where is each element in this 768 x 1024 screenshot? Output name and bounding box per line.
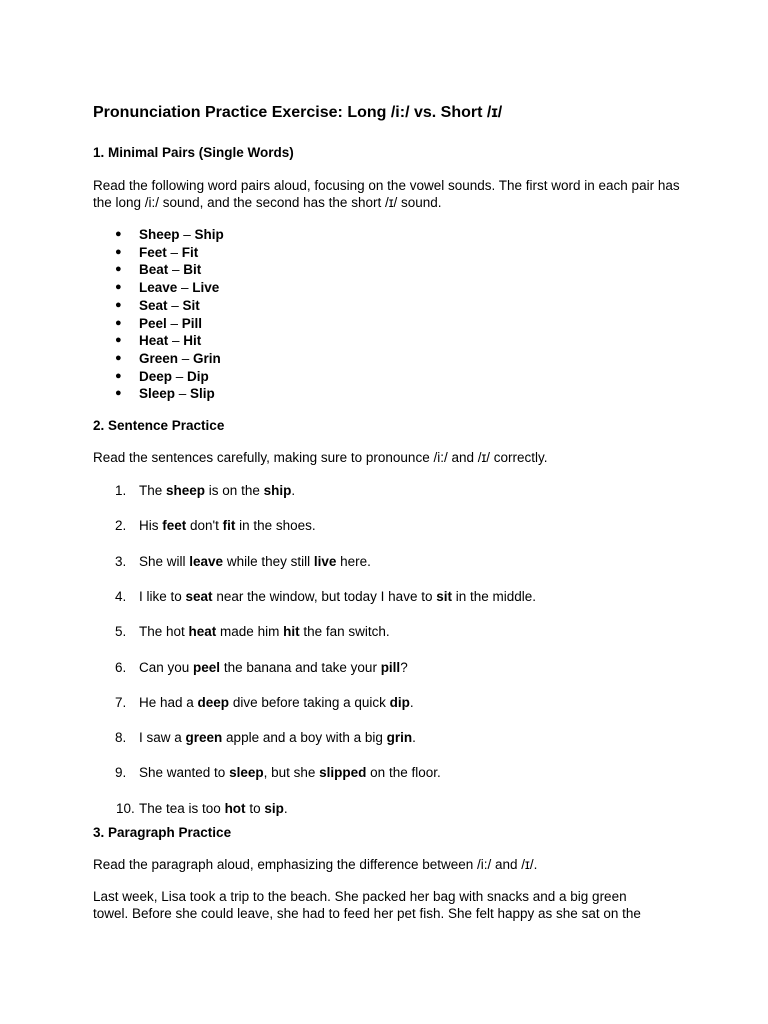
list-item: 4. I like to seat near the window, but today I have to sit in the middle. <box>115 588 537 604</box>
list-item: 3. She will leave while they still live here. <box>115 553 371 569</box>
bullet-icon: ● <box>115 298 122 311</box>
list-item: 10. The tea is too hot to sip. <box>116 800 288 816</box>
short-word: Fit <box>181 244 199 260</box>
practice-paragraph <box>93 888 683 922</box>
item-number: 10. <box>116 800 135 816</box>
long-word: Sheep <box>139 227 180 242</box>
bullet-icon: ● <box>115 263 122 276</box>
item-number: 6. <box>115 659 127 675</box>
item-number: 4. <box>115 588 127 604</box>
list-item: 6. Can you peel the banana and take your pill? <box>115 659 408 675</box>
short-word: Pill <box>181 315 203 331</box>
bullet-icon: ● <box>115 245 122 258</box>
list-item: 7. He had a deep dive before taking a quick dip. <box>115 694 414 710</box>
item-number: 1. <box>115 483 127 499</box>
bullet-icon: ● <box>115 281 122 294</box>
paragraph-practice-intro: Read the paragraph aloud, emphasizing the difference between /i:/ and /ɪ/. <box>93 857 538 872</box>
list-item: ● Sleep – Slip <box>115 386 215 402</box>
list-item: 1. The sheep is on the ship. <box>115 483 296 499</box>
section-heading-minimal-pairs: 1. Minimal Pairs (Single Words) <box>93 145 294 160</box>
long-word: Deep <box>139 368 173 384</box>
document-title: Pronunciation Practice Exercise: Long /i:/ vs. Short /ɪ/ <box>93 104 503 121</box>
document-page <box>93 102 683 922</box>
item-number: 7. <box>115 694 127 710</box>
bullet-icon: ● <box>115 316 122 329</box>
long-word: Beat <box>139 262 169 278</box>
minimal-pairs-intro: Read the following word pairs aloud, focusing on the vowel sounds. The first word in each pair has the long /i:/ sound, and the second has the short /ɪ/ sound. <box>93 178 680 210</box>
bullet-icon: ● <box>115 228 122 240</box>
bullet-icon: ● <box>115 369 122 382</box>
minimal-pairs-list <box>93 226 683 403</box>
bullet-icon: ● <box>115 334 122 347</box>
list-item: ● Sheep – Ship <box>115 227 224 242</box>
long-word: Green <box>139 350 179 366</box>
list-item: ● Beat – Bit <box>115 262 202 278</box>
long-word: Peel <box>139 315 167 331</box>
item-number: 2. <box>115 518 127 534</box>
sentence-practice-intro: Read the sentences carefully, making sure to pronounce /i:/ and /ɪ/ correctly. <box>93 450 548 466</box>
long-word: Seat <box>139 297 168 313</box>
short-word: Ship <box>194 227 224 242</box>
short-word: Dip <box>187 368 209 384</box>
long-word: Feet <box>139 244 167 260</box>
sentence-list <box>93 482 683 835</box>
item-number: 3. <box>115 553 127 569</box>
list-item: ● Deep – Dip <box>115 368 209 384</box>
short-word: Slip <box>190 386 215 402</box>
item-number: 5. <box>115 624 127 640</box>
list-item: ● Seat – Sit <box>115 297 200 313</box>
paragraph-line: towel. Before she could leave, she had to feed her pet fish. She felt happy as she sat on the <box>93 906 641 921</box>
list-item: ● Heat – Hit <box>115 333 202 349</box>
short-word: Sit <box>182 297 200 313</box>
list-item: ● Feet – Fit <box>115 244 199 260</box>
section-heading-sentence-practice: 2. Sentence Practice <box>93 418 225 434</box>
paragraph-line: Last week, Lisa took a trip to the beach. She packed her bag with snacks and a big green <box>93 889 627 904</box>
list-item: 5. The hot heat made him hit the fan switch. <box>115 624 390 640</box>
short-word: Hit <box>183 333 202 349</box>
bullet-icon: ● <box>115 351 122 364</box>
item-number: 9. <box>115 765 127 781</box>
list-item: ● Green – Grin <box>115 350 221 366</box>
bullet-icon: ● <box>115 387 122 400</box>
item-number: 8. <box>115 730 127 746</box>
section-heading-paragraph-practice: 3. Paragraph Practice <box>93 825 232 840</box>
list-item: 8. I saw a green apple and a boy with a big grin. <box>115 730 416 746</box>
list-item: ● Leave – Live <box>115 280 220 296</box>
list-item: 9. She wanted to sleep, but she slipped on the floor. <box>115 765 441 781</box>
list-item: 2. His feet don't fit in the shoes. <box>115 518 316 534</box>
short-word: Grin <box>193 350 221 366</box>
long-word: Heat <box>139 333 169 349</box>
long-word: Sleep <box>139 386 176 402</box>
short-word: Bit <box>183 262 202 278</box>
long-word: Leave <box>139 280 178 296</box>
short-word: Live <box>192 280 220 296</box>
list-item: ● Peel – Pill <box>115 315 203 331</box>
